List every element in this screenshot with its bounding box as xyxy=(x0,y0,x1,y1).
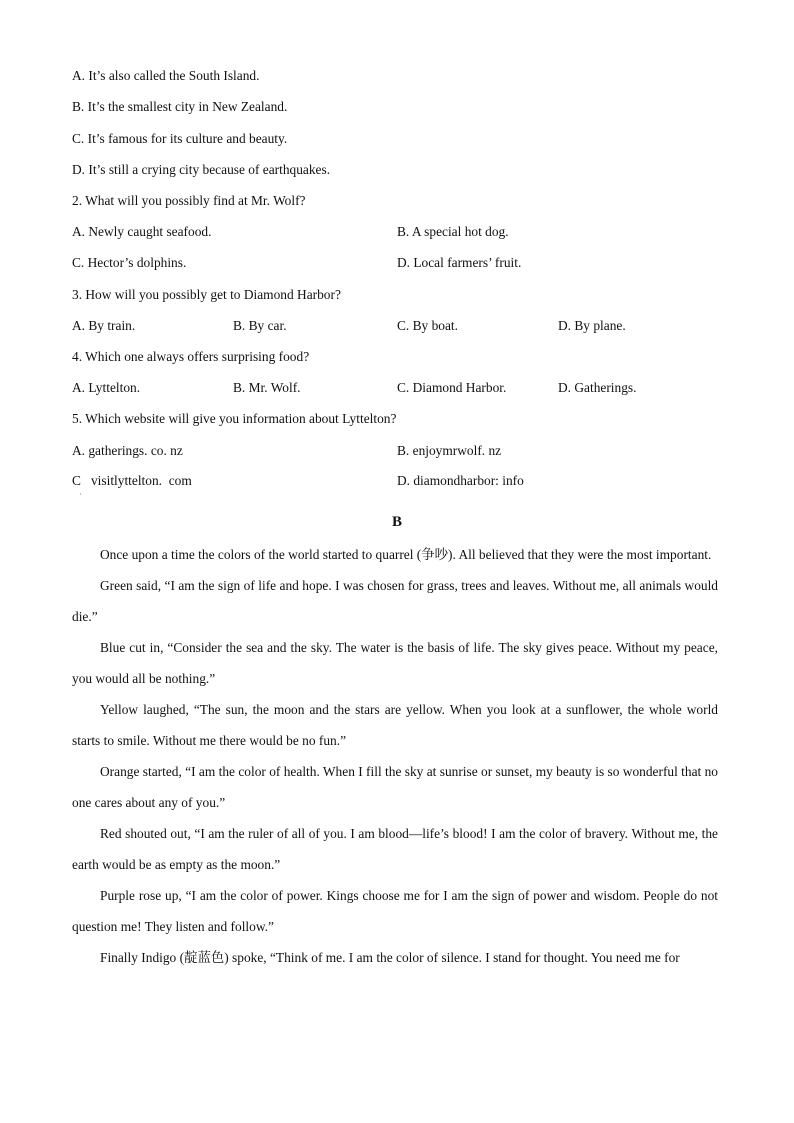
q5-option-b: B. enjoymrwolf. nz xyxy=(397,443,502,458)
q3-option-b: B. By car. xyxy=(233,318,287,333)
q4-option-c: C. Diamond Harbor. xyxy=(397,380,507,395)
q3-option-d: D. By plane. xyxy=(558,318,626,333)
q2-options-row-2 xyxy=(72,256,732,272)
q5-options-row-2 xyxy=(72,474,732,490)
q4-stem: 4. Which one always offers surprising food? xyxy=(72,349,310,364)
q3-option-c: C. By boat. xyxy=(397,318,459,333)
q3-stem: 3. How will you possibly get to Diamond Harbor? xyxy=(72,287,341,302)
q4-options-row xyxy=(72,381,732,397)
q4-option-d: D. Gatherings. xyxy=(558,380,637,395)
q2-stem: 2. What will you possibly find at Mr. Wolf? xyxy=(72,193,306,208)
q1-option-c: C. It’s famous for its culture and beauty. xyxy=(72,131,288,146)
passage-paragraph: Finally Indigo (靛蓝色) spoke, “Think of me. I am the color of silence. I stand for thought. You need me for xyxy=(100,950,680,965)
q2-option-b: B. A special hot dog. xyxy=(397,224,509,239)
q3-option-a: A. By train. xyxy=(72,318,136,333)
q1-option-b: B. It’s the smallest city in New Zealand. xyxy=(72,99,288,114)
passage-body xyxy=(72,539,718,973)
passage-paragraph: Orange started, “I am the color of health. When I fill the sky at sunrise or sunset, my beauty is so wonderful that no one cares about any of you.” xyxy=(72,764,718,810)
q5-stem: 5. Which website will give you information about Lyttelton? xyxy=(72,411,397,426)
q2-option-c: C. Hector’s dolphins. xyxy=(72,255,187,270)
q2-option-d: D. Local farmers’ fruit. xyxy=(397,255,522,270)
stray-mark: · xyxy=(79,490,82,499)
q4-option-a: A. Lyttelton. xyxy=(72,380,141,395)
q1-option-d: D. It’s still a crying city because of earthquakes. xyxy=(72,162,331,177)
q2-options-row-1 xyxy=(72,225,732,241)
passage-paragraph: Green said, “I am the sign of life and hope. I was chosen for grass, trees and leaves. Without me, all animals would die.” xyxy=(72,578,718,624)
passage-paragraph: Red shouted out, “I am the ruler of all of you. I am blood—life’s blood! I am the color of bravery. Without me, the earth would be as empty as the moon.” xyxy=(72,826,718,872)
passage-paragraph: Once upon a time the colors of the world started to quarrel (争吵). All believed that they were the most important. xyxy=(100,547,712,562)
q3-options-row xyxy=(72,319,732,335)
q5-options-row-1 xyxy=(72,444,732,460)
q5-option-c: C visitlyttelton. com xyxy=(72,473,192,488)
q1-option-a: A. It’s also called the South Island. xyxy=(72,68,260,83)
q4-option-b: B. Mr. Wolf. xyxy=(233,380,301,395)
q5-option-d: D. diamondharbor: info xyxy=(397,473,524,488)
passage-paragraph: Yellow laughed, “The sun, the moon and the stars are yellow. When you look at a sunflower, the whole world starts to smile. Without me there would be no fun.” xyxy=(72,702,718,748)
passage-paragraph: Blue cut in, “Consider the sea and the sky. The water is the basis of life. The sky gives peace. Without my peace, you would all be nothing.” xyxy=(72,640,718,686)
passage-paragraph: Purple rose up, “I am the color of power. Kings choose me for I am the sign of power and wisdom. People do not question me! They listen and follow.” xyxy=(72,888,718,934)
section-heading: B xyxy=(391,514,402,530)
q5-option-a: A. gatherings. co. nz xyxy=(72,443,183,458)
q2-option-a: A. Newly caught seafood. xyxy=(72,224,212,239)
